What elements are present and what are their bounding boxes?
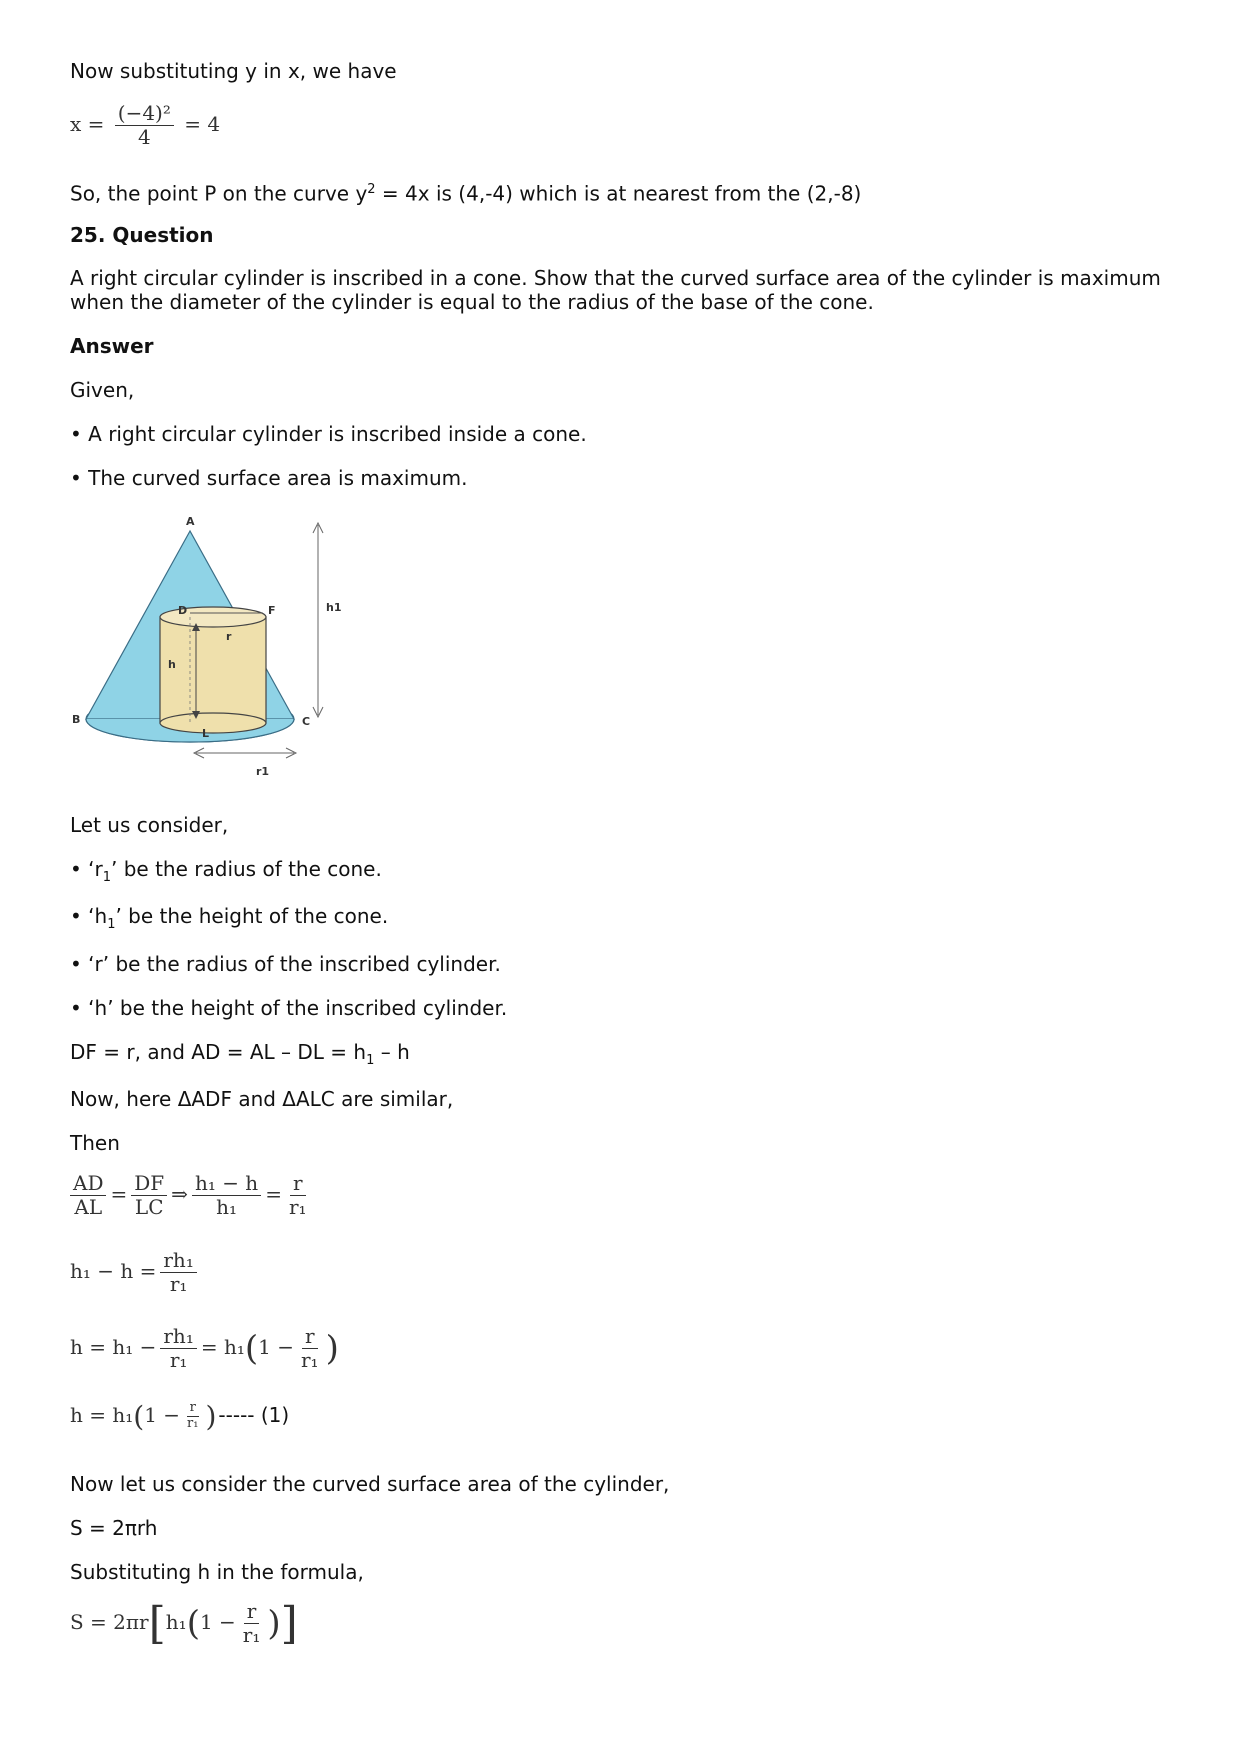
- frac-al: AL: [74, 1195, 103, 1219]
- frac-rh1-c: rh₁: [160, 1325, 196, 1349]
- frac-r-d: r: [302, 1325, 318, 1349]
- label-a: A: [186, 515, 195, 528]
- frac-r1: r₁: [288, 1195, 307, 1219]
- frac-r-r1-e: [184, 1401, 201, 1432]
- given-label: Given,: [70, 378, 135, 402]
- cylinder-body: [160, 617, 266, 723]
- def-r1-sub: 1: [102, 870, 112, 885]
- h-eq2-lhs: h = h₁: [70, 1403, 134, 1427]
- h-expression: [70, 1325, 339, 1372]
- x-numerator: (−4)²: [115, 102, 174, 126]
- frac-r-r1-d: [298, 1325, 322, 1372]
- def-h1-a: • ‘h: [70, 904, 108, 928]
- frac-ad-al: [70, 1172, 106, 1219]
- label-c: C: [302, 715, 311, 728]
- frac-h1mh-h1: [192, 1172, 261, 1219]
- def-r1-a: • ‘r: [70, 857, 103, 881]
- def-h1-b: ’ be the height of the cone.: [115, 904, 389, 928]
- x-eq-lhs: x =: [70, 112, 105, 136]
- frac-rh1-r1-c: [160, 1325, 196, 1372]
- frac-df: DF: [131, 1172, 167, 1196]
- csa-text: Now let us consider the curved surface area of the cylinder,: [70, 1472, 670, 1496]
- paren-close-2: ): [205, 1400, 217, 1433]
- h1-factor: h₁: [223, 1335, 245, 1359]
- s-formula: S = 2πrh: [70, 1516, 158, 1540]
- one-minus-2: 1 −: [144, 1403, 181, 1427]
- frac-ad: AD: [70, 1172, 106, 1196]
- similar-triangles: Now, here ΔADF and ΔALC are similar,: [70, 1087, 454, 1111]
- h1-minus-h-equation: [70, 1249, 201, 1296]
- x-equation: [70, 102, 220, 149]
- paren-close-3: ): [267, 1603, 281, 1644]
- then-label: Then: [70, 1131, 120, 1155]
- label-r: r: [226, 630, 232, 643]
- frac-r-f: r: [244, 1600, 260, 1624]
- equation-tag-1: ----- (1): [218, 1403, 290, 1427]
- frac-r: r: [290, 1172, 306, 1196]
- def-r1-b: ’ be the radius of the cone.: [111, 857, 382, 881]
- eq-3: =: [200, 1335, 218, 1359]
- cylinder-top: [160, 607, 266, 627]
- frac-r-r1-f: [240, 1600, 264, 1647]
- frac-r1-e: r₁: [187, 1416, 199, 1431]
- question-heading: 25. Question: [70, 223, 214, 247]
- frac-df-lc: [131, 1172, 167, 1219]
- label-f: F: [268, 604, 276, 617]
- substituting-text: Now substituting y in x, we have: [70, 59, 397, 83]
- label-h: h: [168, 658, 176, 671]
- frac-r-e: r: [187, 1401, 199, 1417]
- cone-cylinder-diagram: [70, 505, 390, 795]
- let-consider: Let us consider,: [70, 813, 229, 837]
- h-equation-1: [70, 1400, 289, 1433]
- df-a: DF = r, and AD = AL – DL = h: [70, 1040, 367, 1064]
- x-result: = 4: [184, 112, 221, 136]
- one-minus-3: 1 −: [199, 1610, 236, 1634]
- implies: ⇒: [171, 1182, 188, 1206]
- frac-rh1-r1: [160, 1249, 196, 1296]
- s-eq-lhs: S = 2πr: [70, 1610, 149, 1634]
- df-sub: 1: [366, 1053, 375, 1068]
- frac-r1-f: r₁: [242, 1623, 261, 1647]
- def-h1-sub: 1: [107, 917, 116, 932]
- substituting-h: Substituting h in the formula,: [70, 1560, 364, 1584]
- eq-2: =: [265, 1182, 282, 1206]
- ratio-equation: [70, 1172, 314, 1219]
- cylinder-bottom: [160, 713, 266, 733]
- label-h1: h1: [326, 601, 342, 614]
- s-h1: h₁: [165, 1610, 187, 1634]
- paren-open-2: (: [133, 1400, 145, 1433]
- df-relation: [70, 1040, 410, 1073]
- paren-close: ): [325, 1328, 339, 1369]
- paren-open-3: (: [186, 1603, 200, 1644]
- label-d: D: [178, 604, 188, 617]
- x-denominator: 4: [137, 125, 151, 149]
- bracket-open: [: [148, 1598, 166, 1649]
- h-eq-lhs: h = h₁ −: [70, 1335, 157, 1359]
- label-r1: r1: [256, 765, 270, 778]
- def-r: • ‘r’ be the radius of the inscribed cylinder.: [70, 952, 501, 976]
- def-h1: [70, 904, 388, 937]
- paren-open: (: [244, 1328, 259, 1369]
- point-result-part2: = 4x is (4,-4) which is at nearest from the (2,-8): [375, 181, 862, 206]
- frac-r1-d: r₁: [300, 1348, 319, 1372]
- label-b: B: [72, 713, 81, 726]
- answer-heading: Answer: [70, 334, 154, 358]
- h1mh-lhs: h₁ − h =: [70, 1259, 157, 1283]
- point-result-sup: 2: [367, 182, 376, 197]
- given-bullet-1: • A right circular cylinder is inscribed inside a cone.: [70, 422, 587, 446]
- eq-1: =: [110, 1182, 128, 1206]
- frac-r-r1: [286, 1172, 310, 1219]
- df-b: – h: [374, 1040, 410, 1064]
- frac-r1-c: r₁: [169, 1348, 188, 1372]
- def-h: • ‘h’ be the height of the inscribed cylinder.: [70, 996, 508, 1020]
- def-r1: [70, 857, 382, 890]
- frac-rh1: rh₁: [160, 1249, 196, 1273]
- frac-r1-b: r₁: [169, 1272, 188, 1296]
- bracket-close: ]: [280, 1598, 298, 1649]
- label-l: L: [202, 727, 210, 740]
- frac-lc: LC: [134, 1195, 164, 1219]
- s-final-equation: [70, 1598, 298, 1649]
- frac-h1: h₁: [216, 1195, 238, 1219]
- one-minus: 1 −: [258, 1335, 294, 1359]
- given-bullet-2: • The curved surface area is maximum.: [70, 466, 468, 490]
- x-fraction: [115, 102, 174, 149]
- question-text: A right circular cylinder is inscribed in a cone. Show that the curved surface area of the cylinder is maximum when the diameter of the cylinder is equal to the radius of the base of the cone.: [70, 266, 1161, 314]
- point-result: [70, 178, 861, 206]
- point-result-part1: So, the point P on the curve y: [70, 181, 368, 206]
- frac-h1mh: h₁ − h: [192, 1172, 261, 1196]
